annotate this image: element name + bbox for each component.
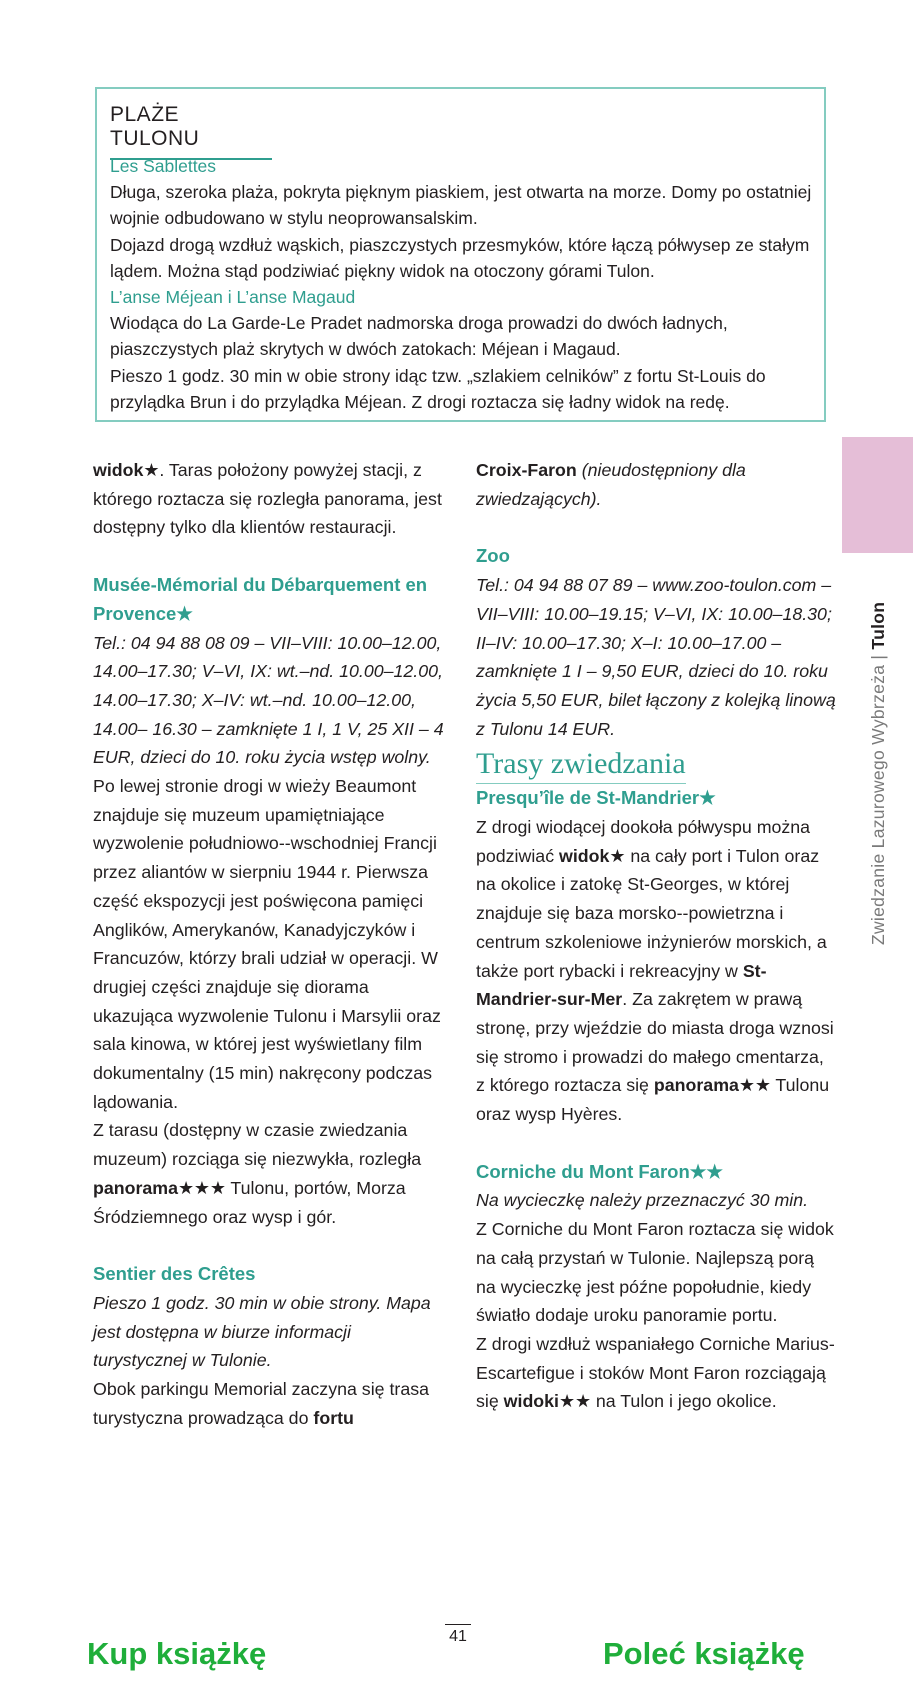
section-title: Tulon xyxy=(868,601,888,650)
bold-text: widok xyxy=(559,845,610,866)
chapter-title: Zwiedzanie Lazurowego Wybrzeża xyxy=(868,664,888,945)
star-icon: ★★★ xyxy=(177,1177,226,1198)
info-text: Na wycieczkę należy przeznaczyć 30 min. xyxy=(476,1190,809,1211)
text: Z drogi wzdłuż wspaniałego Corniche Marius-Escartefigue i stoków Mont Faron rozciągają się xyxy=(476,1333,835,1412)
section-heading-zoo: Zoo xyxy=(476,545,510,567)
star-icon: ★ xyxy=(609,845,626,866)
star-icon: ★ xyxy=(699,787,716,809)
bold-text: panorama xyxy=(653,1075,739,1096)
right-column xyxy=(476,456,836,1416)
heading-text: Musée-Mémorial du Débarquement en Provence xyxy=(93,574,428,624)
bold-text: fortu xyxy=(313,1407,354,1428)
bold-text: widoki xyxy=(503,1391,559,1412)
info-text: Tel.: 04 94 88 08 09 – VII–VIII: 10.00–12.00, 14.00–17.30; V–VI, IX: wt.–nd. 10.00–12.00, 14.00–17.30; X–IV: wt.–nd. 10.00–12.00, 14.00– 16.30 – zamknięte 1 I, 1 V, 25 XII – 4 EUR, dzieci do 10. roku życia wstęp wolny. xyxy=(93,632,444,768)
star-icon: ★ xyxy=(176,602,193,624)
text: Z drogi wiodącej dookoła półwyspu można podziwiać xyxy=(476,817,811,866)
beach-subtitle-sablettes: Les Sablettes xyxy=(110,156,217,176)
text: Tulonu oraz wysp Hyères. xyxy=(476,1075,830,1125)
info-zoo xyxy=(476,571,836,743)
star-icon: ★★ xyxy=(559,1391,591,1412)
beach-paragraph: Dojazd drogą wzdłuż wąskich, piaszczystych przesmyków, które łączą półwysep ze stałym lądem. Można stąd podziwiać piękny widok na otoczony górami Tulon. xyxy=(110,234,810,281)
text: na Tulon i jego okolice. xyxy=(590,1391,777,1412)
recommend-book-link[interactable]: Poleć książkę xyxy=(603,1636,805,1671)
section-heading-sentier: Sentier des Crêtes xyxy=(93,1263,256,1285)
star-icon: ★ xyxy=(143,460,160,480)
beach-paragraph: Wiodąca do La Garde-Le Pradet nadmorska droga prowadzi do dwóch ładnych, piaszczystych plaż skrytych w dwóch zatokach: Méjean i Magaud. xyxy=(110,313,728,360)
beaches-box-title: PLAŻE TULONU xyxy=(110,103,272,160)
intro-paragraph xyxy=(476,456,836,513)
beach-subtitle-mejean: L’anse Méjean i L’anse Magaud xyxy=(110,287,356,308)
body-paragraph: Po lewej stronie drogi w wieży Beaumont znajduje się muzeum upamiętniające wyzwolenie południowo--wschodniej Francji przez aliantów w sierpniu 1944 r. Pierwsza część ekspozycji jest poświęcona pamięci Anglików, Amerykanów, Kanadyjczyków i Francuzów, którzy brali udział w operacji. W drugiej części znajduje się diorama ukazująca wyzwolenie Tulonu i Marsylii oraz sala kinowa, w której jest wyświetlany film dokumentalny (15 min) nakręcony podczas lądowania. xyxy=(93,776,441,1112)
left-column xyxy=(93,456,445,1433)
body-paragraph xyxy=(93,1375,445,1432)
bold-text: St-Mandrier-sur-Mer xyxy=(476,960,767,1010)
bold-text: Croix-Faron xyxy=(476,460,577,480)
text: . Za zakrętem w prawą stronę, przy wjeździe do miasta droga wznosi się stromo i prowadzi do małego cmentarza, z którego roztacza się xyxy=(476,989,834,1096)
beaches-box-body xyxy=(110,153,815,415)
section-heading-corniche xyxy=(476,1158,836,1187)
body-paragraph xyxy=(476,813,836,1129)
body-paragraph: Z Corniche du Mont Faron roztacza się widok na całą przystań w Tulonie. Najlepszą porą na wycieczkę jest późne popołudnie, kiedy światło dodaje uroku panoramie portu. xyxy=(476,1219,834,1326)
heading-text: Corniche du Mont Faron xyxy=(476,1160,690,1182)
info-corniche xyxy=(476,1186,836,1215)
italic-text: (nieudostępniony dla zwiedzających). xyxy=(476,460,746,509)
beach-paragraph: Długa, szeroka plaża, pokryta pięknym piaskiem, jest otwarta na morze. Domy po ostatniej wojnie odbudowano w stylu neoprowansalskim. xyxy=(110,182,812,229)
intro-paragraph xyxy=(93,456,445,542)
section-heading-st-mandrier xyxy=(476,784,836,813)
bold-text: widok xyxy=(93,460,144,480)
text: na cały port i Tulon oraz na okolice i zatokę St-Georges, w której znajduje się baza morsko--powietrzna i centrum szkoleniowe inżynierów morskich, a także port rybacki i rekreacyjny w xyxy=(476,845,827,981)
chapter-tab xyxy=(842,437,913,553)
section-title-routes: Trasy zwiedzania xyxy=(476,747,686,784)
heading-text: Presqu’île de St-Mandrier xyxy=(476,787,700,809)
section-heading-memorial xyxy=(93,571,445,628)
separator: | xyxy=(868,649,888,665)
beach-paragraph: Pieszo 1 godz. 30 min w obie strony idąc tzw. „szlakiem celników” z fortu St-Louis do przylądka Brun i do przylądka Méjean. Z drogi roztacza się ładny widok na redę. xyxy=(110,365,766,412)
bold-text: panorama xyxy=(93,1177,178,1198)
info-text: Pieszo 1 godz. 30 min w obie strony. Mapa jest dostępna w biurze informacji turystycznej w Tulonie. xyxy=(93,1292,431,1371)
star-icon: ★★ xyxy=(738,1075,771,1096)
info-text: Tel.: 04 94 88 07 89 – www.zoo-toulon.com – VII–VIII: 10.00–19.15; V–VI, IX: 10.00–18.30; II–IV: 10.00–17.30; X–I: 10.00–17.00 – zamknięte 1 I – 9,50 EUR, dzieci do 10. roku życia 5,50 EUR, bilet łączony z kolejką linową z Tulonu 14 EUR. xyxy=(476,575,836,739)
info-sentier xyxy=(93,1289,445,1375)
buy-book-link[interactable]: Kup książkę xyxy=(87,1636,267,1671)
star-icon: ★★ xyxy=(689,1160,723,1182)
info-memorial xyxy=(93,629,445,773)
text: Obok parkingu Memorial zaczyna się trasa turystyczna prowadząca do xyxy=(93,1379,430,1428)
text: . Taras położony powyżej stacji, z którego roztacza się rozległa panorama, jest dostępny tylko dla klientów restauracji. xyxy=(93,460,442,538)
text: Tulonu, portów, Morza Śródziemnego oraz wysp i gór. xyxy=(93,1177,406,1227)
page-number: 41 xyxy=(445,1624,471,1646)
text: Z tarasu (dostępny w czasie zwiedzania muzeum) rozciąga się niezwykła, rozległa xyxy=(93,1120,422,1170)
body-paragraph xyxy=(476,1330,836,1416)
body-paragraph xyxy=(93,1116,445,1231)
running-header xyxy=(868,602,889,945)
